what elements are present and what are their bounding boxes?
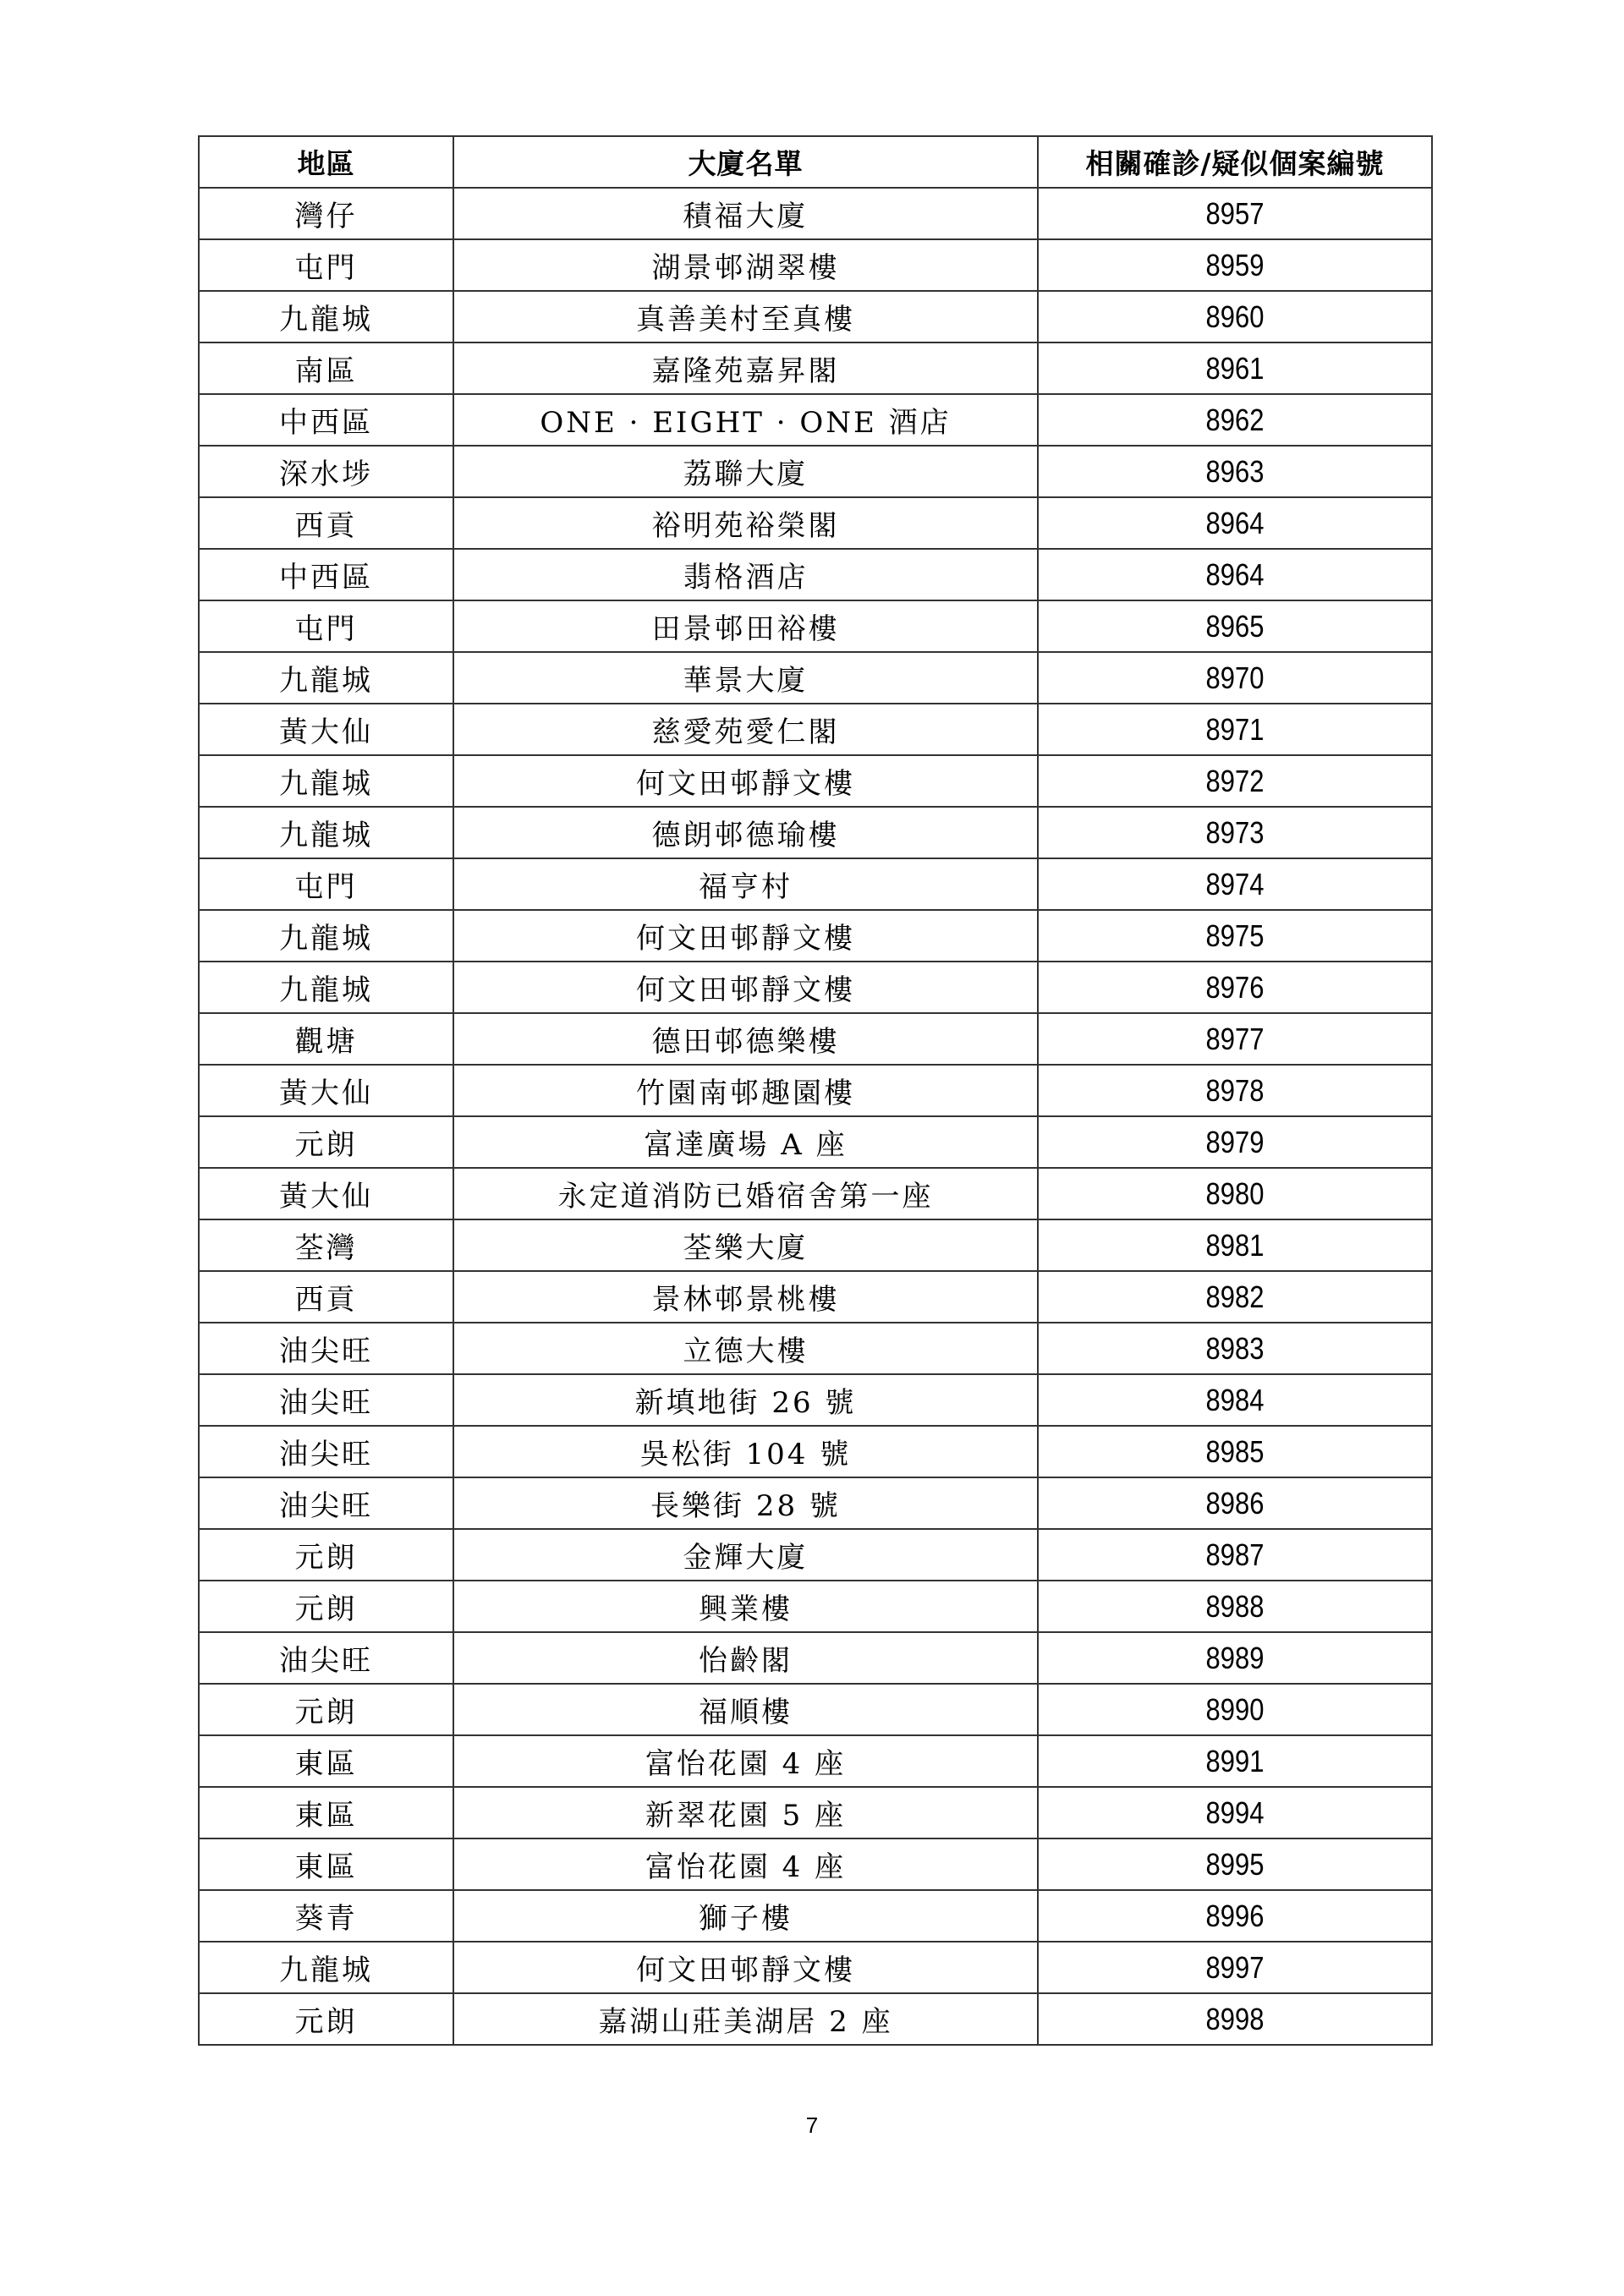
table-row: [199, 1065, 1432, 1116]
case-number-cell: 8964: [1066, 497, 1405, 549]
table-row: [199, 910, 1432, 962]
building-name-cell: ONE · EIGHT · ONE 酒店: [453, 394, 1038, 446]
building-name-cell: 華景大廈: [453, 652, 1038, 704]
building-name-cell: 德田邨德樂樓: [453, 1013, 1038, 1065]
table-row: [199, 755, 1432, 807]
building-name-cell: 田景邨田裕樓: [453, 600, 1038, 652]
case-number-cell: 8980: [1066, 1168, 1405, 1219]
table-row: [199, 962, 1432, 1013]
district-cell: 元朗: [199, 1993, 453, 2045]
case-number-cell: 8995: [1066, 1838, 1405, 1890]
district-cell: 屯門: [199, 239, 453, 291]
case-number-cell: 8996: [1066, 1890, 1405, 1942]
buildings-table: [198, 135, 1433, 2046]
case-number-cell: 8985: [1066, 1426, 1405, 1477]
district-cell: 九龍城: [199, 652, 453, 704]
building-name-cell: 福亨村: [453, 858, 1038, 910]
building-name-cell: 新填地街 26 號: [453, 1374, 1038, 1426]
table-row: [199, 1271, 1432, 1323]
building-name-cell: 湖景邨湖翠樓: [453, 239, 1038, 291]
building-name-cell: 富怡花園 4 座: [453, 1838, 1038, 1890]
case-number-cell: 8983: [1066, 1323, 1405, 1374]
building-name-cell: 真善美村至真樓: [453, 291, 1038, 342]
case-number-cell: 8957: [1066, 188, 1405, 239]
page-number: 7: [805, 2112, 819, 2138]
table-row: [199, 807, 1432, 858]
case-number-cell: 8971: [1066, 704, 1405, 755]
district-cell: 荃灣: [199, 1219, 453, 1271]
district-cell: 東區: [199, 1787, 453, 1838]
case-number-cell: 8984: [1066, 1374, 1405, 1426]
table-row: [199, 549, 1432, 600]
table-row: [199, 394, 1432, 446]
building-name-cell: 何文田邨靜文樓: [453, 910, 1038, 962]
district-cell: 中西區: [199, 394, 453, 446]
district-cell: 油尖旺: [199, 1323, 453, 1374]
case-number-cell: 8961: [1066, 342, 1405, 394]
case-number-cell: 8994: [1066, 1787, 1405, 1838]
table-row: [199, 1942, 1432, 1993]
district-cell: 油尖旺: [199, 1374, 453, 1426]
table-row: [199, 1219, 1432, 1271]
district-cell: 九龍城: [199, 291, 453, 342]
table-row: [199, 188, 1432, 239]
district-cell: 灣仔: [199, 188, 453, 239]
table-row: [199, 342, 1432, 394]
table-row: [199, 1890, 1432, 1942]
district-cell: 元朗: [199, 1684, 453, 1735]
case-number-cell: 8988: [1066, 1581, 1405, 1632]
building-name-cell: 翡格酒店: [453, 549, 1038, 600]
table-row: [199, 1426, 1432, 1477]
table-row: [199, 1116, 1432, 1168]
case-number-cell: 8962: [1066, 394, 1405, 446]
district-cell: 油尖旺: [199, 1632, 453, 1684]
building-name-cell: 立德大樓: [453, 1323, 1038, 1374]
table-row: [199, 1323, 1432, 1374]
table-row: [199, 1581, 1432, 1632]
building-name-cell: 荃樂大廈: [453, 1219, 1038, 1271]
case-number-cell: 8991: [1066, 1735, 1405, 1787]
case-number-cell: 8959: [1066, 239, 1405, 291]
case-number-cell: 8963: [1066, 446, 1405, 497]
building-name-cell: 新翠花園 5 座: [453, 1787, 1038, 1838]
case-number-cell: 8960: [1066, 291, 1405, 342]
case-number-cell: 8964: [1066, 549, 1405, 600]
building-name-cell: 怡齡閣: [453, 1632, 1038, 1684]
header-row: [199, 136, 1432, 188]
case-number-cell: 8978: [1066, 1065, 1405, 1116]
building-name-cell: 永定道消防已婚宿舍第一座: [453, 1168, 1038, 1219]
district-cell: 九龍城: [199, 807, 453, 858]
district-cell: 觀塘: [199, 1013, 453, 1065]
district-cell: 葵青: [199, 1890, 453, 1942]
table-row: [199, 1168, 1432, 1219]
table-row: [199, 497, 1432, 549]
building-name-cell: 何文田邨靜文樓: [453, 962, 1038, 1013]
building-name-cell: 獅子樓: [453, 1890, 1038, 1942]
table-row: [199, 1013, 1432, 1065]
district-cell: 元朗: [199, 1529, 453, 1581]
district-cell: 黃大仙: [199, 1065, 453, 1116]
table-row: [199, 1477, 1432, 1529]
building-name-cell: 嘉隆苑嘉昇閣: [453, 342, 1038, 394]
district-cell: 九龍城: [199, 1942, 453, 1993]
case-number-cell: 8981: [1066, 1219, 1405, 1271]
table-row: [199, 1993, 1432, 2045]
district-cell: 深水埗: [199, 446, 453, 497]
table-row: [199, 1632, 1432, 1684]
case-numbers-column-header: 相關確診/疑似個案編號: [1038, 136, 1432, 188]
district-cell: 元朗: [199, 1116, 453, 1168]
case-number-cell: 8965: [1066, 600, 1405, 652]
district-cell: 東區: [199, 1735, 453, 1787]
building-name-cell: 福順樓: [453, 1684, 1038, 1735]
case-number-cell: 8973: [1066, 807, 1405, 858]
building-name-cell: 何文田邨靜文樓: [453, 755, 1038, 807]
table-row: [199, 704, 1432, 755]
case-number-cell: 8972: [1066, 755, 1405, 807]
building-name-cell: 興業樓: [453, 1581, 1038, 1632]
table-row: [199, 291, 1432, 342]
case-number-cell: 8970: [1066, 652, 1405, 704]
building-name-cell: 富怡花園 4 座: [453, 1735, 1038, 1787]
table-row: [199, 446, 1432, 497]
building-name-cell: 金輝大廈: [453, 1529, 1038, 1581]
case-number-cell: 8976: [1066, 962, 1405, 1013]
case-number-cell: 8974: [1066, 858, 1405, 910]
table-row: [199, 600, 1432, 652]
district-cell: 九龍城: [199, 755, 453, 807]
table-row: [199, 1684, 1432, 1735]
district-cell: 南區: [199, 342, 453, 394]
table-header: [199, 136, 1432, 188]
table-row: [199, 1529, 1432, 1581]
district-cell: 屯門: [199, 858, 453, 910]
building-name-cell: 長樂街 28 號: [453, 1477, 1038, 1529]
case-number-cell: 8997: [1066, 1942, 1405, 1993]
table-row: [199, 652, 1432, 704]
case-number-cell: 8987: [1066, 1529, 1405, 1581]
case-number-cell: 8989: [1066, 1632, 1405, 1684]
table-row: [199, 858, 1432, 910]
district-cell: 九龍城: [199, 962, 453, 1013]
table-row: [199, 1838, 1432, 1890]
district-cell: 九龍城: [199, 910, 453, 962]
district-cell: 黃大仙: [199, 704, 453, 755]
case-number-cell: 8977: [1066, 1013, 1405, 1065]
building-name-cell: 荔聯大廈: [453, 446, 1038, 497]
case-number-cell: 8982: [1066, 1271, 1405, 1323]
building-name-cell: 何文田邨靜文樓: [453, 1942, 1038, 1993]
table-row: [199, 1735, 1432, 1787]
district-cell: 東區: [199, 1838, 453, 1890]
building-list-column-header: 大廈名單: [453, 136, 1038, 188]
table-row: [199, 1374, 1432, 1426]
case-number-cell: 8990: [1066, 1684, 1405, 1735]
district-column-header: 地區: [199, 136, 453, 188]
district-cell: 油尖旺: [199, 1477, 453, 1529]
district-cell: 中西區: [199, 549, 453, 600]
case-number-cell: 8998: [1066, 1993, 1405, 2045]
building-name-cell: 裕明苑裕榮閣: [453, 497, 1038, 549]
case-number-cell: 8975: [1066, 910, 1405, 962]
district-cell: 西貢: [199, 497, 453, 549]
case-number-cell: 8986: [1066, 1477, 1405, 1529]
district-cell: 西貢: [199, 1271, 453, 1323]
building-name-cell: 積福大廈: [453, 188, 1038, 239]
building-name-cell: 德朗邨德瑜樓: [453, 807, 1038, 858]
table-row: [199, 1787, 1432, 1838]
building-name-cell: 嘉湖山莊美湖居 2 座: [453, 1993, 1038, 2045]
case-number-cell: 8979: [1066, 1116, 1405, 1168]
building-name-cell: 富達廣場 A 座: [453, 1116, 1038, 1168]
district-cell: 屯門: [199, 600, 453, 652]
district-cell: 油尖旺: [199, 1426, 453, 1477]
district-cell: 黃大仙: [199, 1168, 453, 1219]
building-name-cell: 慈愛苑愛仁閣: [453, 704, 1038, 755]
building-name-cell: 竹園南邨趣園樓: [453, 1065, 1038, 1116]
building-name-cell: 吳松街 104 號: [453, 1426, 1038, 1477]
table-row: [199, 239, 1432, 291]
table-body: [199, 188, 1432, 2045]
district-cell: 元朗: [199, 1581, 453, 1632]
building-name-cell: 景林邨景桃樓: [453, 1271, 1038, 1323]
